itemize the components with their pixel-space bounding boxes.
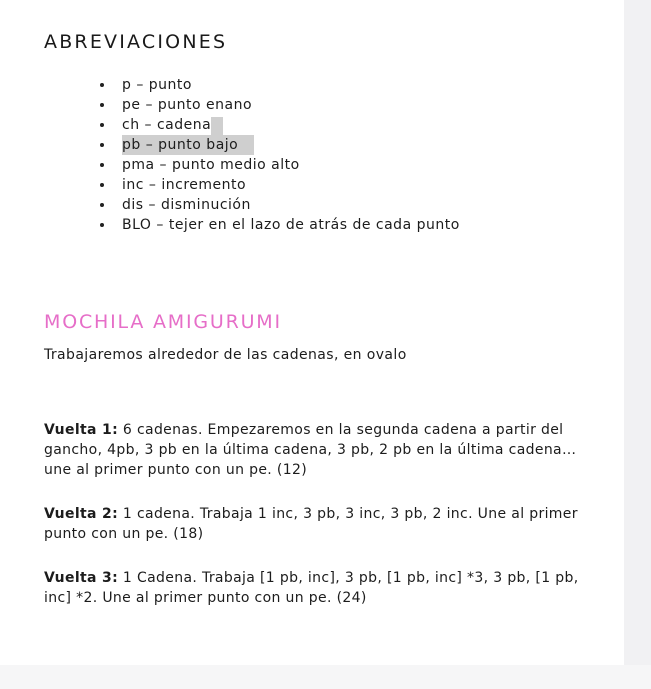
round-3-instructions [44,568,584,608]
round-label: Vuelta 3: [44,570,119,586]
abbreviation-text: p – punto [122,77,192,93]
round-text: 1 Cadena. Trabaja [1 pb, inc], 3 pb, [1 pb, inc] *3, 3 pb, [1 pb, inc] *2. Une al primer punto con un pe. (24) [44,570,579,606]
round-label: Vuelta 1: [44,422,119,438]
bullet-icon [100,203,104,207]
abbreviation-text-highlighted: pb – punto bajo [122,135,254,155]
round-text: 1 cadena. Trabaja 1 inc, 3 pb, 3 inc, 3 pb, 2 inc. Une al primer punto con un pe. (18) [44,506,578,542]
bullet-icon [100,223,104,227]
bullet-icon [100,103,104,107]
list-item [88,215,460,235]
abbreviation-text: inc – incremento [122,177,247,193]
bullet-icon [100,163,104,167]
abbreviation-text: dis – disminución [122,197,251,213]
abbreviations-heading: ABREVIACIONES [44,31,228,53]
pattern-intro: Trabajaremos alrededor de las cadenas, en ovalo [44,347,407,363]
list-item [88,175,460,195]
list-item [88,195,460,215]
abbreviations-list [88,75,460,235]
round-label: Vuelta 2: [44,506,119,522]
abbreviation-text: pma – punto medio alto [122,157,300,173]
abbreviation-text: BLO – tejer en el lazo de atrás de cada punto [122,217,460,233]
abbreviation-text: pe – punto enano [122,97,253,113]
page-margin-right [624,0,651,689]
bullet-icon [100,123,104,127]
list-item [88,75,460,95]
page-margin-bottom [0,665,651,689]
abbreviation-text: ch – cadena [122,117,212,133]
list-item [88,155,460,175]
pattern-title: MOCHILA AMIGURUMI [44,311,282,333]
bullet-icon [100,143,104,147]
bullet-icon [100,183,104,187]
list-item [88,95,460,115]
round-text: 6 cadenas. Empezaremos en la segunda cadena a partir del gancho, 4pb, 3 pb en la última cadena, 3 pb, 2 pb en la última cadena… une al primer punto con un pe. (12) [44,422,577,478]
list-item [88,135,460,155]
round-2-instructions [44,504,584,544]
bullet-icon [100,83,104,87]
round-1-instructions [44,420,584,480]
list-item [88,115,460,135]
